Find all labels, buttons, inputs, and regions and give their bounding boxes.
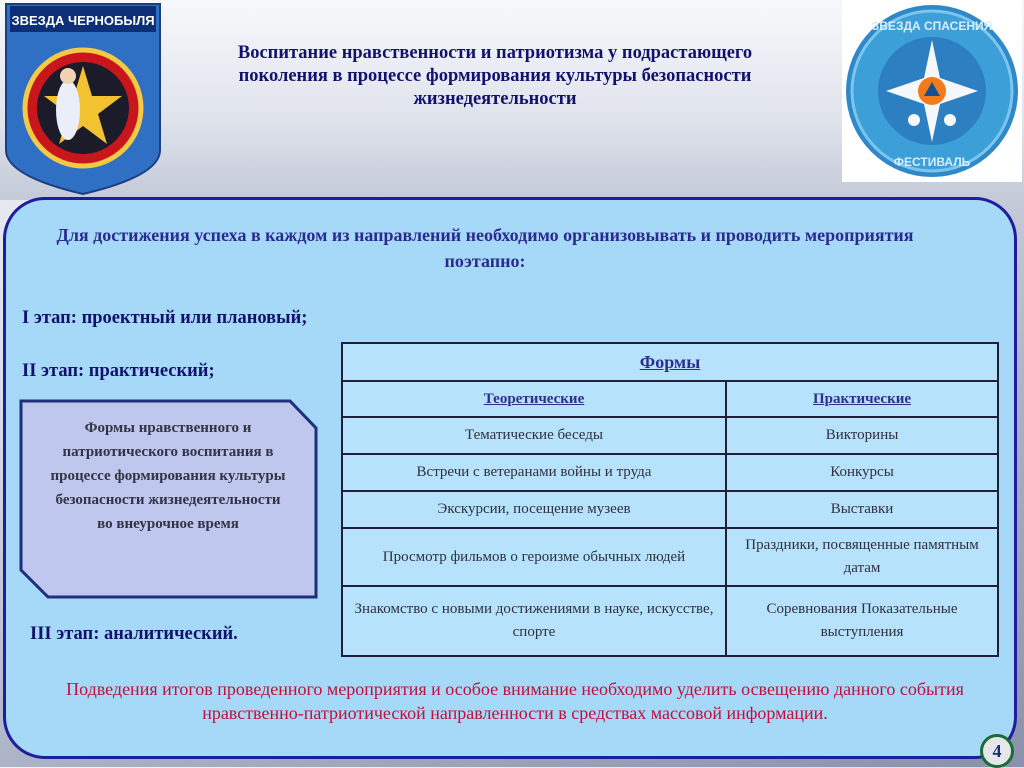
- logo-right-top-text: ЗВЕЗДА СПАСЕНИЯ: [871, 19, 993, 33]
- column-header-practice: Практические: [726, 381, 998, 417]
- table-cell-practice: Соревнования Показательные выступления: [726, 586, 998, 656]
- table-row: [342, 417, 998, 454]
- table-cell-theory: Знакомство с новыми достижениями в науке, искусстве, спорте: [342, 586, 726, 656]
- conclusion-text: Подведения итогов проведенного мероприятия и особое внимание необходимо уделить освещению данного события нравственно-патриотической направленности в средствах массовой информации.: [66, 679, 964, 723]
- page-title: Воспитание нравственности и патриотизма у подрастающего поколения в процессе формирования культуры безопасности жизнедеятельности: [237, 43, 753, 110]
- table-row: [342, 454, 998, 491]
- table-title: Формы: [342, 343, 998, 381]
- table-row: [342, 586, 998, 656]
- stage-one: I этап: проектный или плановый;: [22, 308, 308, 328]
- table-cell-theory: Тематические беседы: [342, 417, 726, 454]
- table-cell-theory: Экскурсии, посещение музеев: [342, 491, 726, 528]
- table-cell-theory: Просмотр фильмов о героизме обычных людей: [342, 528, 726, 586]
- table-cell-practice: Праздники, посвященные памятным датам: [726, 528, 998, 586]
- logo-left-title: ЗВЕЗДА ЧЕРНОБЫЛЯ: [11, 13, 155, 28]
- callout-text: Формы нравственного и патриотического воспитания в процессе формирования культуры безопасности жизнедеятельности во внеурочное время: [50, 420, 286, 532]
- intro-text: Для достижения успеха в каждом из направлений необходимо организовывать и проводить мероприятия поэтапно:: [56, 225, 914, 271]
- table-cell-practice: Конкурсы: [726, 454, 998, 491]
- table-row: [342, 528, 998, 586]
- chernobyl-star-logo: [2, 0, 164, 196]
- table-cell-practice: Викторины: [726, 417, 998, 454]
- forms-table: [341, 342, 999, 657]
- table-cell-theory: Встречи с ветеранами войны и труда: [342, 454, 726, 491]
- stage-three: III этап: аналитический.: [30, 624, 238, 644]
- stage-two: II этап: практический;: [22, 361, 215, 381]
- table-cell-practice: Выставки: [726, 491, 998, 528]
- page-number-badge: 4: [980, 734, 1014, 768]
- rescue-star-festival-logo: [842, 0, 1022, 182]
- table-row: [342, 491, 998, 528]
- callout-box: [18, 398, 320, 600]
- logo-right-bottom-text: ФЕСТИВАЛЬ: [893, 155, 971, 169]
- column-header-theory: Теоретические: [342, 381, 726, 417]
